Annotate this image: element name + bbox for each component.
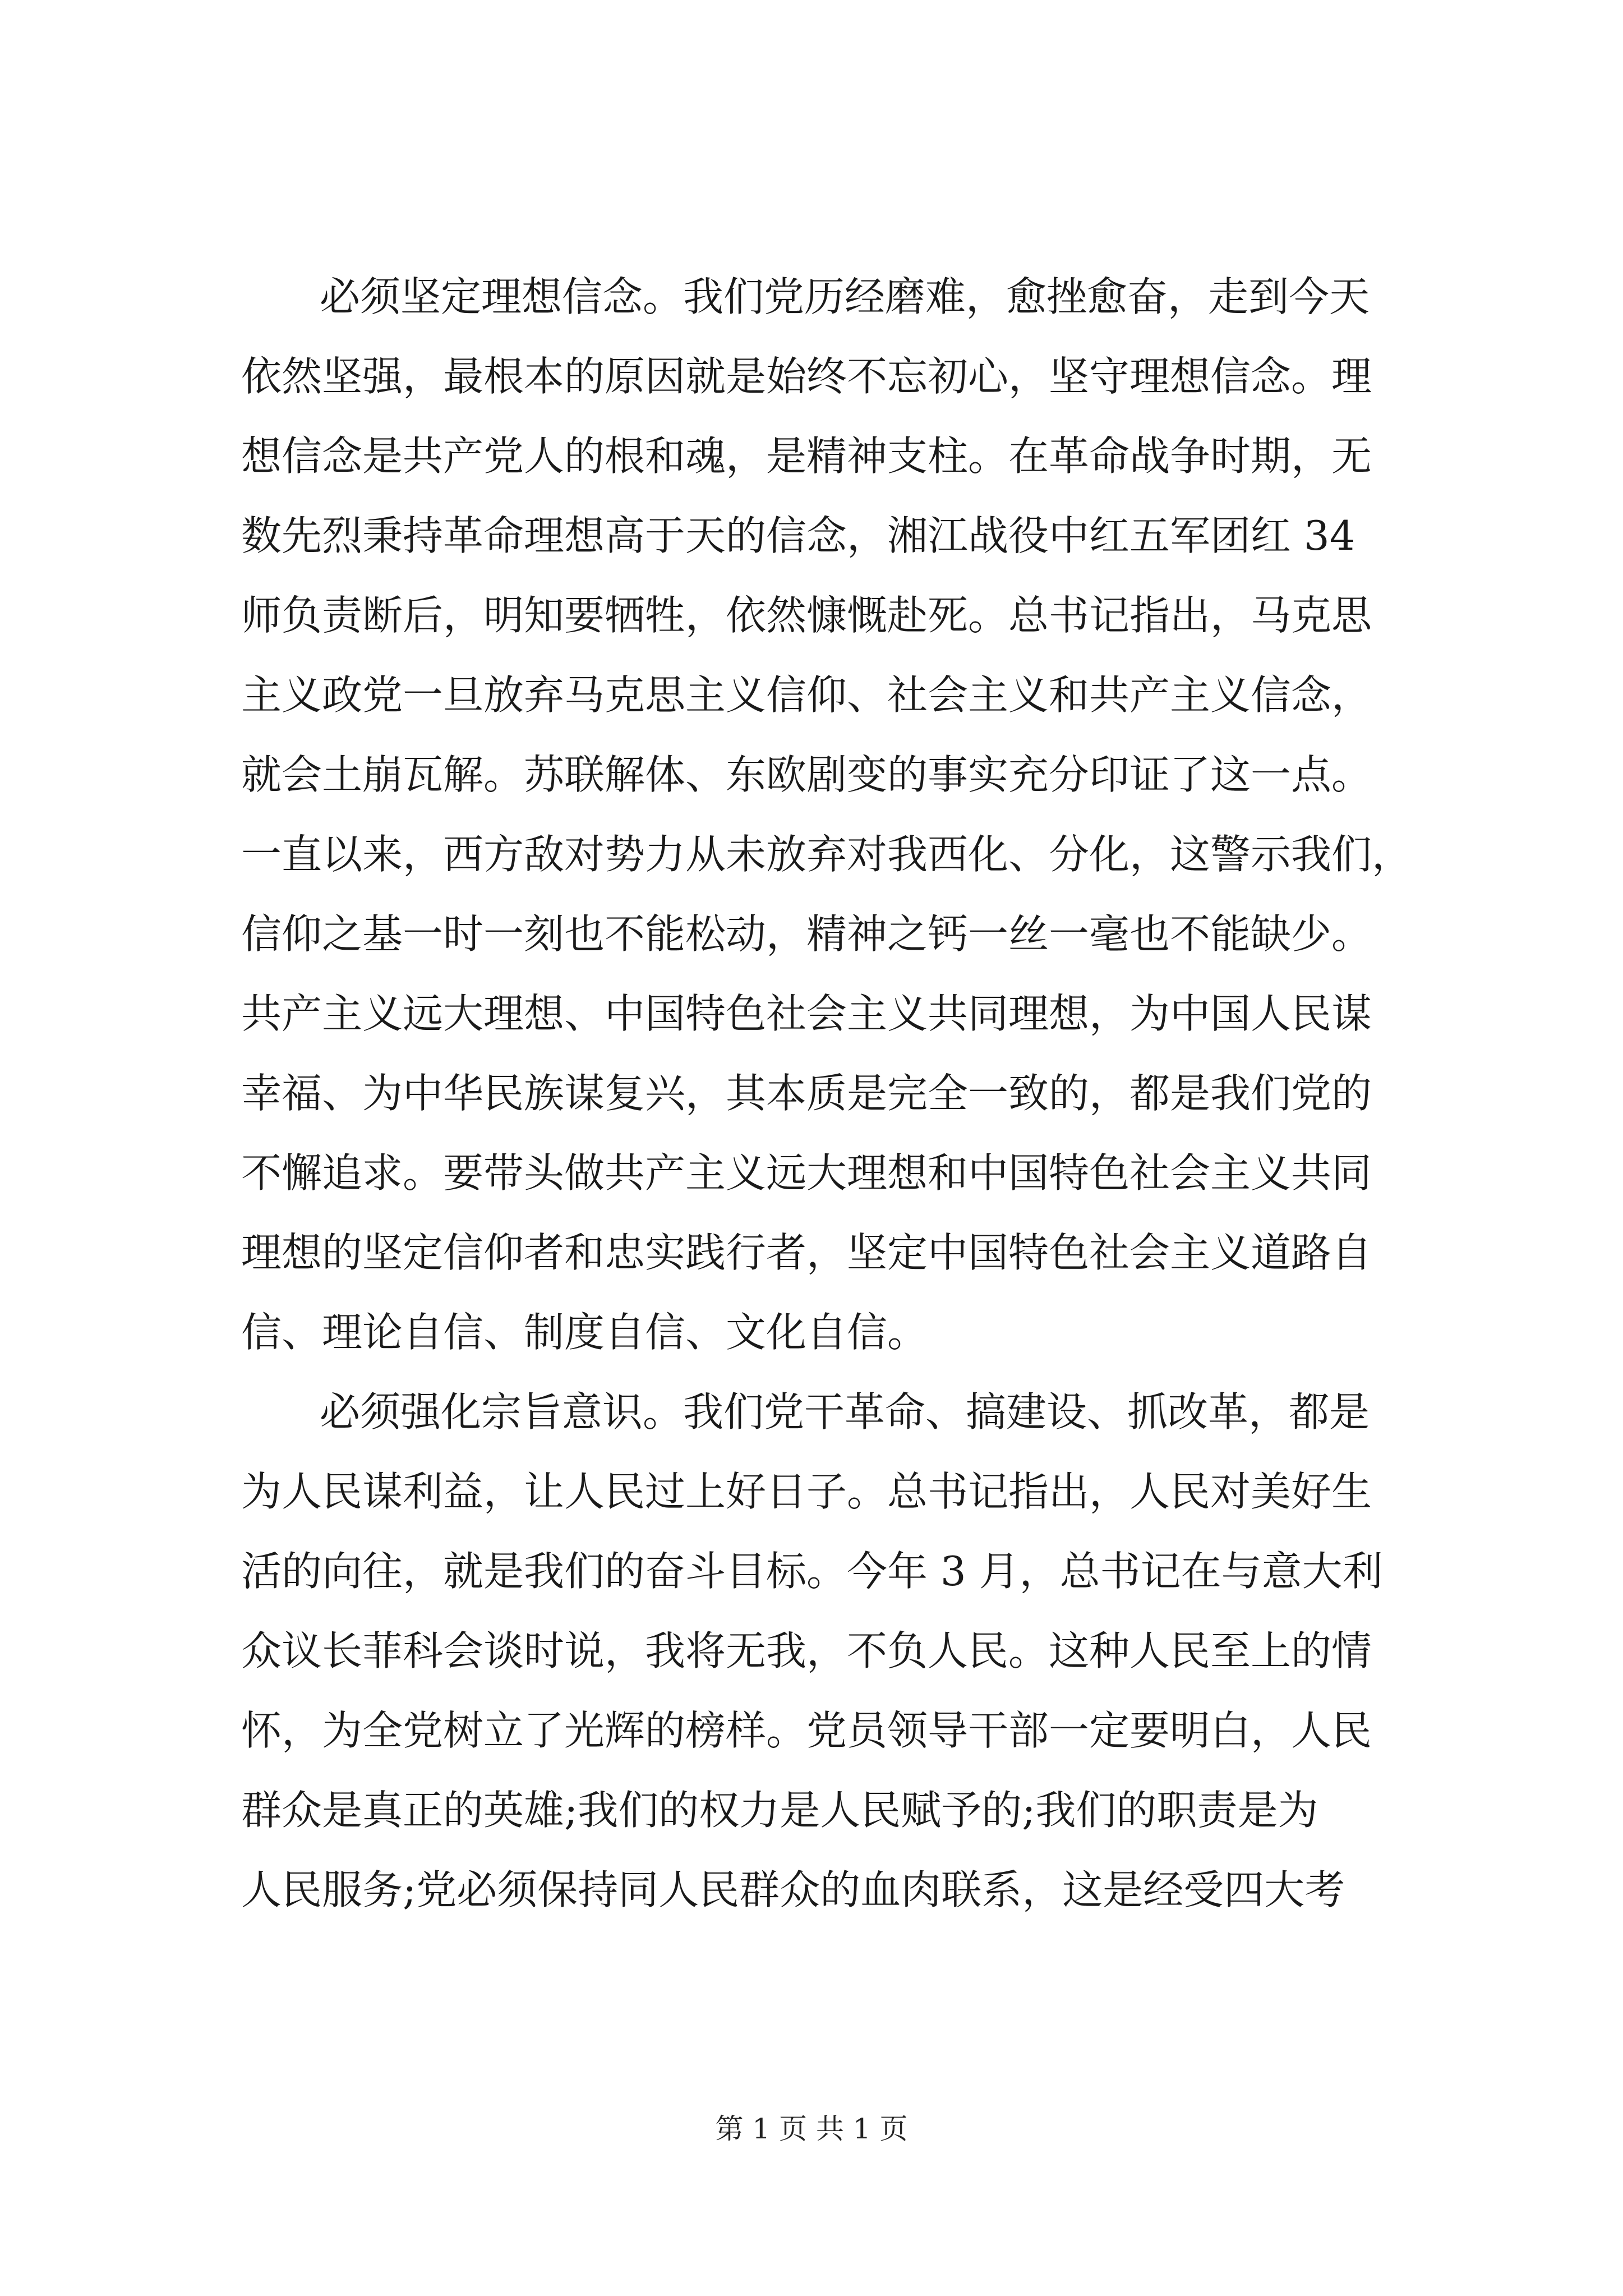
paragraph-1-line-8: 一直以来，西方敌对势力从未放弃对我西化、分化，这警示我们， bbox=[241, 831, 1413, 878]
paragraph-1-line-14: 信、理论自信、制度自信、文化自信。 bbox=[241, 1309, 928, 1356]
paragraph-1-line-5: 师负责断后，明知要牺牲，依然慷慨赴死。总书记指出，马克思 bbox=[241, 592, 1372, 639]
paragraph-1-line-13: 理想的坚定信仰者和忠实践行者，坚定中国特色社会主义道路自 bbox=[241, 1229, 1372, 1276]
paragraph-1-line-9: 信仰之基一时一刻也不能松动，精神之钙一丝一毫也不能缺少。 bbox=[241, 910, 1372, 958]
paragraph-2-line-5: 怀，为全党树立了光辉的榜样。党员领导干部一定要明白，人民 bbox=[241, 1707, 1372, 1754]
paragraph-2-line-1: 必须强化宗旨意识。我们党干革命、搞建设、抓改革，都是 bbox=[320, 1388, 1370, 1435]
paragraph-1-line-7: 就会土崩瓦解。苏联解体、东欧剧变的事实充分印证了这一点。 bbox=[241, 751, 1372, 798]
paragraph-1-line-12: 不懈追求。要带头做共产主义远大理想和中国特色社会主义共同 bbox=[241, 1149, 1372, 1197]
paragraph-1-line-6: 主义政党一旦放弃马克思主义信仰、社会主义和共产主义信念， bbox=[241, 671, 1372, 719]
paragraph-1-line-3: 想信念是共产党人的根和魂，是精神支柱。在革命战争时期，无 bbox=[241, 432, 1372, 480]
paragraph-1-line-1: 必须坚定理想信念。我们党历经磨难，愈挫愈奋，走到今天 bbox=[320, 273, 1370, 320]
paragraph-2-line-4: 众议长菲科会谈时说，我将无我，不负人民。这种人民至上的情 bbox=[241, 1627, 1372, 1674]
paragraph-1-line-2: 依然坚强，最根本的原因就是始终不忘初心，坚守理想信念。理 bbox=[241, 353, 1372, 400]
paragraph-2-line-7: 人民服务;党必须保持同人民群众的血肉联系，这是经受四大考 bbox=[241, 1866, 1345, 1913]
paragraph-1-line-11: 幸福、为中华民族谋复兴，其本质是完全一致的，都是我们党的 bbox=[241, 1070, 1372, 1117]
paragraph-1-line-10: 共产主义远大理想、中国特色社会主义共同理想，为中国人民谋 bbox=[241, 990, 1372, 1037]
document-body bbox=[241, 257, 1422, 1930]
paragraph-2-line-3: 活的向往，就是我们的奋斗目标。今年 3 月，总书记在与意大利 bbox=[241, 1548, 1383, 1595]
paragraph-2-line-2: 为人民谋利益，让人民过上好日子。总书记指出，人民对美好生 bbox=[241, 1468, 1372, 1515]
paragraph-2-line-6: 群众是真正的英雄;我们的权力是人民赋予的;我们的职责是为 bbox=[241, 1787, 1318, 1834]
page-footer bbox=[0, 2109, 1623, 2148]
page-number-label: 第 1 页 共 1 页 bbox=[715, 2113, 908, 2145]
paragraph-1-line-4: 数先烈秉持革命理想高于天的信念，湘江战役中红五军团红 34 bbox=[241, 512, 1355, 559]
